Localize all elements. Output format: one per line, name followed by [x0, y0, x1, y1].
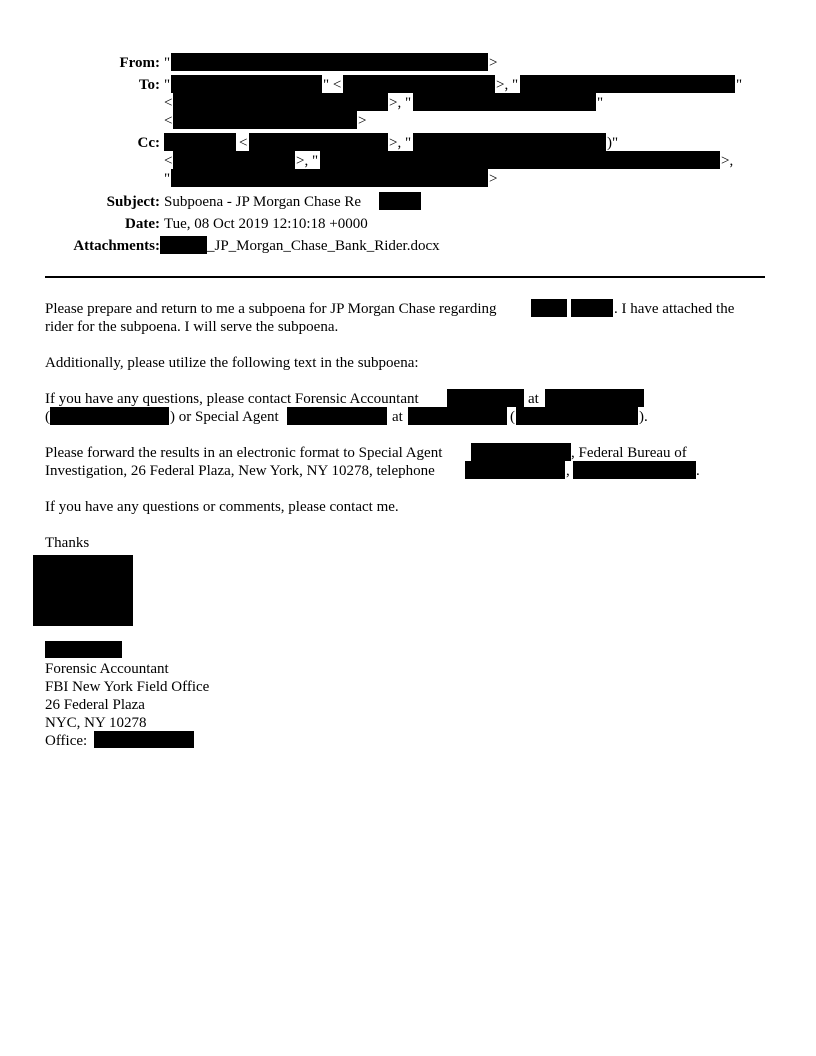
angle-open: <: [164, 153, 173, 169]
redaction-box: [249, 133, 388, 151]
signature-address: 26 Federal Plaza: [45, 697, 145, 713]
quote-mark: ": [164, 77, 171, 93]
from-label: From:: [119, 55, 160, 71]
paren-close-dot: ).: [639, 409, 648, 425]
redaction-box: [520, 75, 735, 93]
quote-mark: ": [164, 171, 171, 187]
paren-open: (: [45, 409, 50, 425]
redaction-box: [408, 407, 507, 425]
body-text: Investigation, 26 Federal Plaza, New York, NY 10278, telephone: [45, 463, 435, 479]
redaction-box: [171, 169, 488, 187]
redaction-box: [516, 407, 638, 425]
at-word: at: [392, 409, 403, 425]
redaction-box: [447, 389, 524, 407]
body-text: rider for the subpoena. I will serve the subpoena.: [45, 319, 339, 335]
subject-value: Subpoena - JP Morgan Chase Re: [164, 194, 362, 210]
to-label: To:: [138, 77, 160, 93]
quote-angle-open: " <: [323, 77, 342, 93]
redaction-box: [45, 641, 122, 658]
header-divider: [45, 276, 765, 278]
angle-close: >: [358, 113, 367, 129]
redaction-box: [173, 93, 388, 111]
angle-close: >: [489, 171, 498, 187]
date-value: Tue, 08 Oct 2019 12:10:18 +0000: [164, 216, 368, 232]
angle-comma: >,: [721, 153, 734, 169]
signature-phone-label: Office:: [45, 733, 88, 749]
cc-label: Cc:: [137, 135, 160, 151]
redaction-box: [287, 407, 387, 425]
attachment-name[interactable]: _JP_Morgan_Chase_Bank_Rider.docx: [207, 238, 440, 254]
angle-comma-quote: >, ": [496, 77, 519, 93]
redaction-box: [571, 299, 613, 317]
paren-open: (: [510, 409, 515, 425]
at-word: at: [528, 391, 539, 407]
body-text: Please forward the results in an electronic format to Special Agent: [45, 445, 443, 461]
redaction-box: [379, 192, 421, 210]
closing: Thanks: [45, 535, 90, 551]
signature-office: FBI New York Field Office: [45, 679, 210, 695]
angle-open: <: [164, 113, 173, 129]
redaction-box: [164, 133, 236, 151]
redaction-box: [413, 133, 606, 151]
angle-close: >: [489, 55, 498, 71]
redaction-box: [531, 299, 567, 317]
redaction-box: [171, 53, 488, 71]
angle-comma-quote: >, ": [389, 95, 412, 111]
redaction-box: [320, 151, 720, 169]
redacted-signature-image: [33, 555, 133, 626]
quote-mark: ": [736, 77, 743, 93]
body-text: . I have attached the: [614, 301, 735, 317]
quote-mark: ": [597, 95, 604, 111]
attachments-label: Attachments:: [73, 238, 160, 254]
redaction-box: [173, 151, 295, 169]
signature-title: Forensic Accountant: [45, 661, 169, 677]
redaction-box: [94, 731, 194, 748]
redaction-box: [171, 75, 322, 93]
redaction-box: [545, 389, 644, 407]
subject-label: Subject:: [106, 194, 160, 210]
quote-mark: ": [164, 55, 171, 71]
period: .: [696, 463, 700, 479]
body-text: If you have any questions or comments, please contact me.: [45, 499, 399, 515]
signature-city: NYC, NY 10278: [45, 715, 147, 731]
redaction-box: [50, 407, 169, 425]
redaction-box: [573, 461, 696, 479]
body-text: , Federal Bureau of: [571, 445, 687, 461]
body-text: ) or Special Agent: [170, 409, 279, 425]
redaction-box: [160, 236, 207, 254]
redaction-box: [413, 93, 596, 111]
redaction-box: [173, 111, 357, 129]
body-text: If you have any questions, please contact Forensic Accountant: [45, 391, 419, 407]
redaction-box: [343, 75, 495, 93]
angle-open: <: [164, 95, 173, 111]
angle-comma-quote: >, ": [389, 135, 412, 151]
paren-quote: )": [607, 135, 619, 151]
angle-open: <: [239, 135, 248, 151]
body-text: Please prepare and return to me a subpoena for JP Morgan Chase regarding: [45, 301, 497, 317]
redaction-box: [465, 461, 565, 479]
date-label: Date:: [125, 216, 160, 232]
angle-comma-quote: >, ": [296, 153, 319, 169]
comma: ,: [566, 463, 570, 479]
redaction-box: [471, 443, 571, 461]
body-text: Additionally, please utilize the following text in the subpoena:: [45, 355, 419, 371]
